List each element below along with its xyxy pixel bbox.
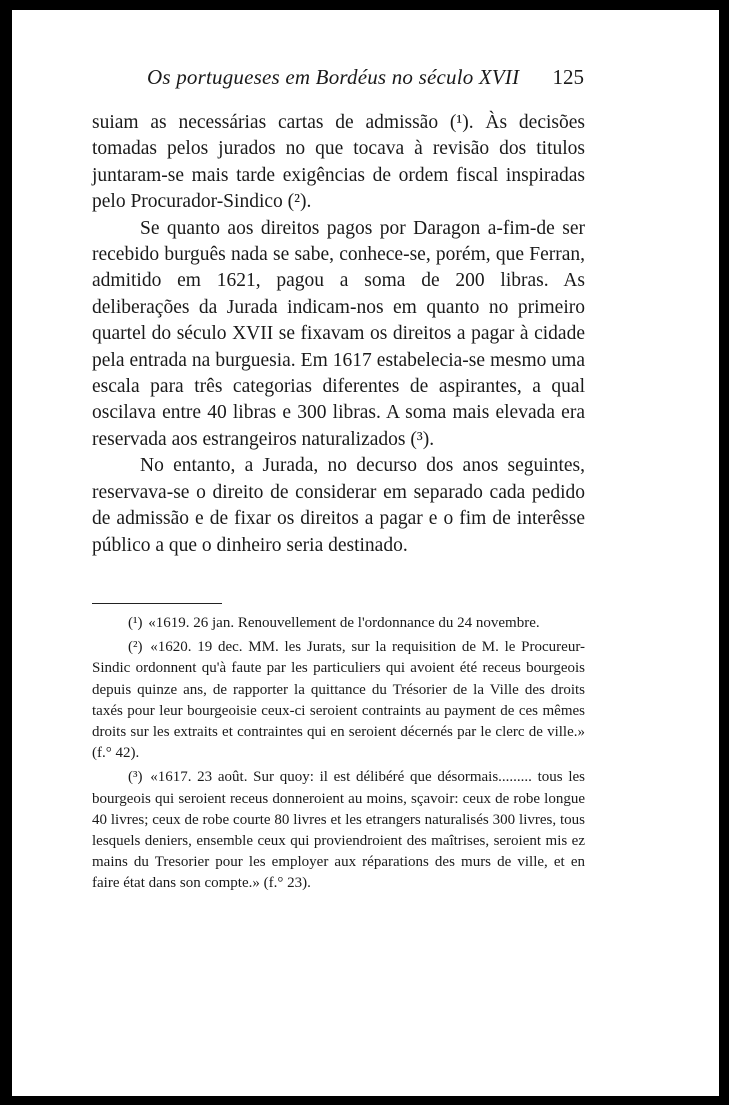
- footnote: [92, 613, 585, 634]
- paragraph: Se quanto aos direitos pagos por Daragon a-fim-de ser recebido burguês nada se sabe, conhece-se, porém, que Ferran, admitido em 1621, pagou a soma de 200 libras. As deliberações da Jurada indicam-nos em quanto no primeiro quartel do século XVII se fixavam os direitos a pagar à cidade pela entrada na burguesia. Em 1617 estabelecia-se mesmo uma escala para três categorias diferentes de aspirantes, a qual oscilava entre 40 libras e 300 libras. A soma mais elevada era reservada aos estrangeiros naturalizados (³).: [92, 217, 585, 450]
- footnote-marker: (¹): [128, 615, 143, 631]
- book-page: [12, 10, 719, 1096]
- paragraph: No entanto, a Jurada, no decurso dos anos seguintes, reservava-se o direito de considerar em separado cada pedido de admissão e de fixar os direitos a pagar e o fim de interêsse público a que o dinheiro seria destinado.: [92, 455, 585, 556]
- footnote-text: «1619. 26 jan. Renouvellement de l'ordonnance du 24 novembre.: [148, 615, 540, 631]
- footnote: [92, 637, 585, 764]
- footnote-text: «1620. 19 dec. MM. les Jurats, sur la requisition de M. le Procureur-Sindic ordonnent qu'à faute par les particuliers qui avoient été receus bourgeois depuis quinze ans, de rapporter la quittance du Trésorier de la Ville des droits taxés pour leur bourgeoisie ceux-ci seroient contraints au payment de ces mêmes droits sur les extraits et contraintes qui en seroient décernés par le clerc de ville.» (f.° 42).: [92, 639, 586, 762]
- page-header: [92, 65, 584, 93]
- paragraph: suiam as necessárias cartas de admissão (¹). Às decisões tomadas pelos jurados no que tocava à revisão dos titulos juntaram-se mais tarde exigências de ordem fiscal inspiradas pelo Procurador-Sindico (²).: [92, 112, 585, 213]
- footnote-marker: (³): [128, 769, 143, 786]
- footnote-separator: [92, 603, 222, 604]
- body-text: [92, 110, 585, 559]
- footnote: [92, 767, 585, 894]
- page-number: 125: [552, 65, 584, 89]
- footnote-marker: (²): [128, 639, 143, 656]
- running-title: Os portugueses em Bordéus no século XVII: [147, 65, 520, 89]
- footnote-text: «1617. 23 août. Sur quoy: il est délibéré que désormais......... tous les bourgeois qui seroient receus donneroient au moins, sçavoir: ceux de robe longue 40 livres; ceux de robe courte 80 livres et les etrangers naturalisés 300 livres, tous lesquels deniers, ensemble ceux qui proviendroient des maîtrises, seroient mis ez mains du Tresorier pour les employer aux réparations des murs de ville, et en faire état dans son compte.» (f.° 23).: [92, 769, 586, 892]
- footnotes: [92, 613, 585, 898]
